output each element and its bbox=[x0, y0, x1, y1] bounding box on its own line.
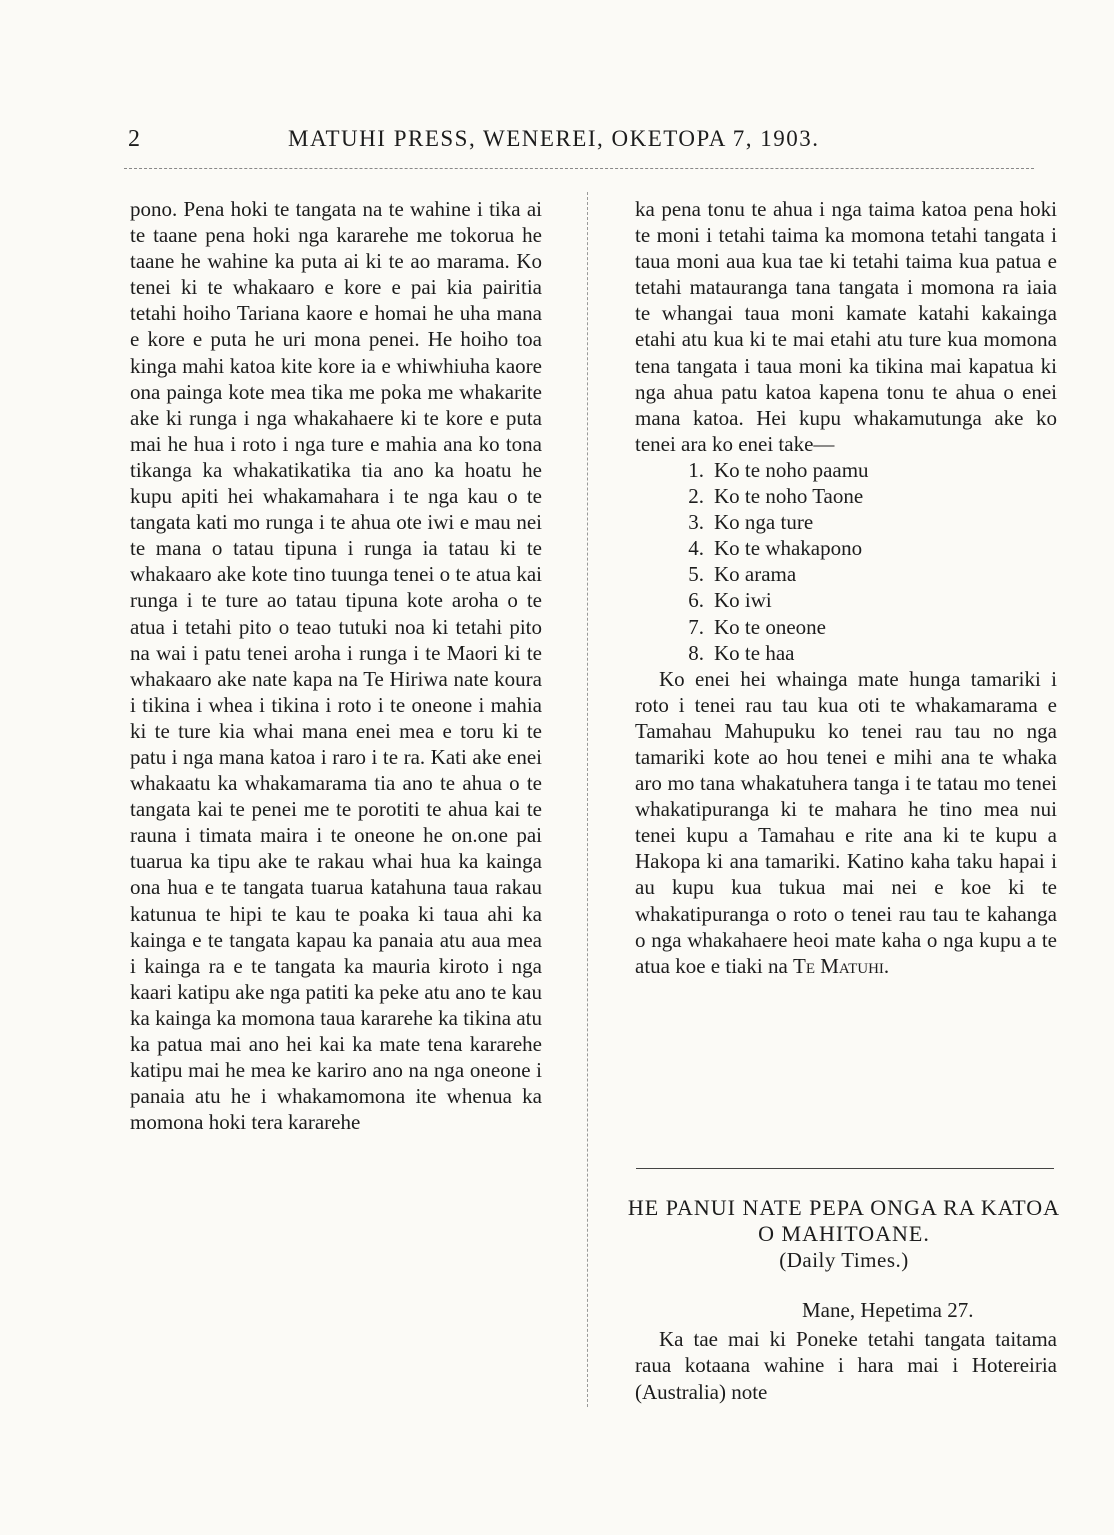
page-header bbox=[128, 118, 908, 154]
notice-title: HE PANUI NATE PEPA ONGA RA KATOA O MAHITOANE. bbox=[627, 1195, 1061, 1246]
notice-subtitle: (Daily Times.) bbox=[779, 1248, 909, 1272]
left-column-text: pono. Pena hoki te tangata na te wahine i tika ai te taane pena hoki nga kararehe me tokorua he taane he wahine ka puta ai ki te ao marama. Ko tenei ki te whakaaro e kore e pai kia pairitia tetahi hoiho Tariana kaore e homai he uha mana e kore e puta he uri mona penei. He hoiho toa kinga mahi katoa kite kore ia e whiwhiuha kaore ona painga kote mea tika me poka me whakarite ake ki runga i nga whakahaere ki te kore e puta mai he hua i roto i nga ture e mahia ana ko tona tikanga ka whakatikatika tia ano ka hoatu he kupu apiti hei whakamahara i te nga kau o te tangata kati mo runga i te ahua ote iwi e mau nei te mana o tatau tipuna i runga ia tatau ki te whakaaro ake kote tino tuunga tenei o te atua kai runga i te ture ao tatau tipuna kote aroha o te atua i tetahi pito o teao tutuki noa ki tetahi pito na wai i patu tenei aroha i runga i te Maori ki te whakaaro ake nate kapa na Te Hiriwa nate koura i tikina i whea i tikina i roto i te oneone i mahia ki te ture kia whai mana enei mea e toru ki te patu i nga mana katoa i raro i te ra. Kati ake enei whakaatu ka whakamarama tia ano te ahua o te tangata kai te penei me te porotiti te ahua kai te rauna i timata maira i te oneone he on.one pai tuarua ka tipu ake te rakau whai hua ka kainga ona hua e te tangata tuarua katahuna taua rakau katunua te hipi te kau te poaka ki taua ahi ka kainga e te tangata kapau ka panaia atu aua mea i kainga ra e te tangata ka mauria kiroto i nga kaari katipu ake nga patiti ka peke atu ano te kau ka kainga ka momona taua kararehe ka tikina atu ka patua mai ano hei kai ka mate tena kararehe katipu mai he mea ke kariro ano na nga oneone i panaia atu he i whakamomona ite whenua ka momona hoki tera kararehe bbox=[130, 197, 542, 1135]
right-column bbox=[635, 196, 1057, 979]
list-item: 3. Ko nga ture bbox=[688, 510, 814, 535]
notice-heading bbox=[620, 1195, 1068, 1273]
right-column-closing: Ko enei hei whainga mate hunga tamariki i roto i tenei rau tau kua oti te whakamarama e Tamahau Mahupuku ko tenei rau tau no nga tamariki kote ao hou tenei e mihi ana te whaka aro mo tana whakatuhera tanga i te tatau mo tenei whakatipuranga ki te mahara he tino mea nui tenei kupu a Tamahau e rite ana ki te kupu a Hakopa ki ana tamariki. Katino kaha taku hapai i au kupu kua tukua mai nei e koe ki te whakatipuranga o roto o tenei rau tau te kahanga o nga whakahaere heoi mate kaha o nga kupu a te atua koe e tiaki na Te Matuhi. bbox=[635, 666, 1057, 978]
list-item: 8. Ko te haa bbox=[688, 640, 795, 665]
notice-dateline: Mane, Hepetima 27. bbox=[802, 1298, 974, 1322]
topic-list bbox=[635, 457, 1057, 666]
right-column-intro: ka pena tonu te ahua i nga taima katoa pena hoki te moni i tetahi taima ka momona tetahi tangata i taua moni aua kua tae ki tetahi taima kua patua e tetahi matauranga tana tangata i momona ra iaia te whangai taua moni kamate katahi kakainga etahi atu kua ki te mai etahi atu ture kua momona tena tangata i taua moni ka tikina mai kapatua ki nga ahua patu katoa kapena tonu te ahua o enei mana katoa. Hei kupu whakamutunga ake ko tenei ara ko enei take— bbox=[635, 197, 1057, 456]
left-column bbox=[130, 196, 542, 1135]
list-item: 4. Ko te whakapono bbox=[688, 536, 863, 561]
list-item: 5. Ko arama bbox=[688, 562, 797, 587]
list-item: 6. Ko iwi bbox=[688, 588, 772, 613]
column-divider bbox=[587, 192, 588, 1407]
newspaper-masthead: MATUHI PRESS, WENEREI, OKETOPA 7, 1903. bbox=[288, 126, 820, 151]
list-item: 7. Ko te oneone bbox=[688, 614, 826, 639]
notice-text: Ka tae mai ki Poneke tetahi tangata taitama raua kotaana wahine i hara mai i Hotereiria (Australia) note bbox=[635, 1327, 1057, 1404]
notice-body bbox=[635, 1326, 1057, 1405]
section-rule bbox=[636, 1168, 1054, 1169]
page-number: 2 bbox=[128, 126, 142, 152]
signature: Te Matuhi. bbox=[793, 953, 890, 978]
header-rule bbox=[124, 168, 1034, 169]
list-item: 2. Ko te noho Taone bbox=[688, 484, 864, 509]
list-item: 1. Ko te noho paamu bbox=[688, 457, 869, 482]
